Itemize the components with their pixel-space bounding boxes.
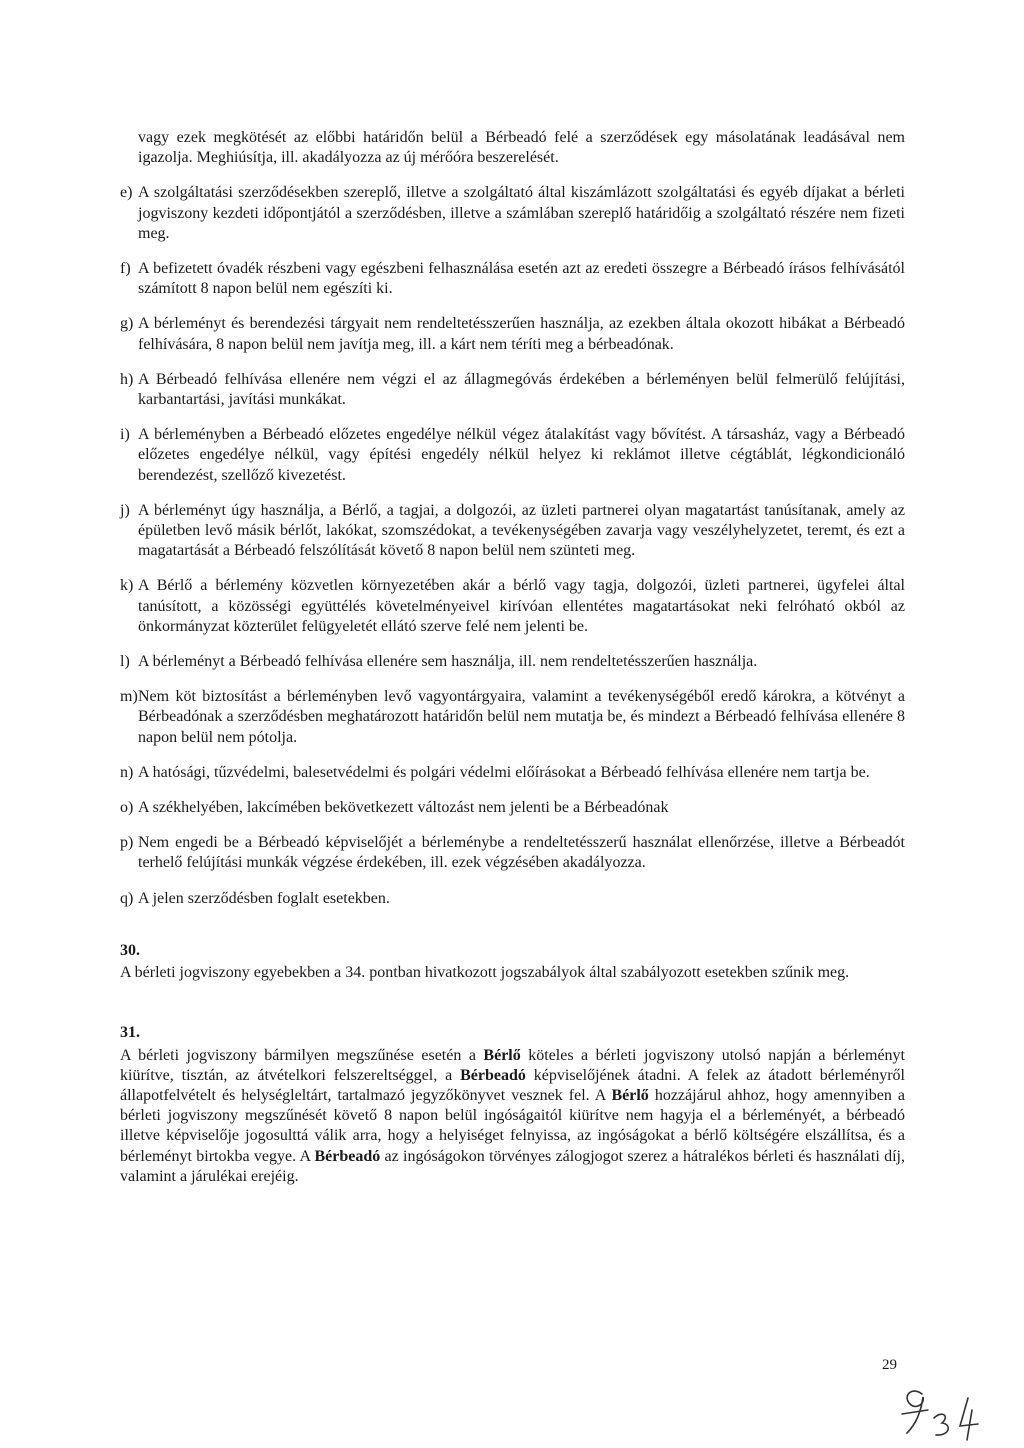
list-item: [120, 501, 905, 562]
continuation-paragraph: vagy ezek megkötését az előbbi határidőn belül a Bérbeadó felé a szerződések egy másolatának leadásával nem igazolja. Meghiúsítja, ill. akadályozza az új mérőóra beszerelését.: [138, 129, 905, 167]
section-text: A bérleti jogviszony egyebekben a 34. pontban hivatkozott jogszabályok által szabályozott esetekben szűnik meg.: [120, 964, 850, 982]
list-item: [120, 798, 905, 818]
list-item: [120, 314, 905, 354]
list-item: [120, 425, 905, 486]
item-label: g): [120, 315, 134, 333]
item-label: o): [120, 799, 134, 817]
section-number: 31.: [120, 1024, 140, 1042]
bold-term: Bérbeadó: [460, 1066, 526, 1084]
item-label: k): [120, 577, 134, 595]
text-run: az ingóságokon törvényes zálogjogot szerez a hátralékos bérleti és használati díj, valamint a járulékai erejéig.: [120, 1147, 906, 1185]
text-run: A bérleti jogviszony bármilyen megszűnése esetén a: [120, 1046, 484, 1064]
list-item: [120, 576, 905, 637]
item-text: A hatósági, tűzvédelmi, balesetvédelmi és polgári védelmi előírásokat a Bérbeadó felhívása ellenére nem tartja be.: [138, 763, 870, 781]
item-text: A jelen szerződésben foglalt esetekben.: [138, 889, 390, 907]
list-item: [120, 889, 905, 909]
item-label: m): [120, 688, 138, 706]
item-text: A Bérbeadó felhívása ellenére nem végzi el az állagmegóvás érdekében a bérleményen belül felmerülő felújítási, karbantartási, javítási munkákat.: [138, 370, 905, 409]
bold-term: Bérlő: [611, 1086, 649, 1104]
list-item: [120, 183, 905, 244]
item-label: l): [120, 653, 130, 671]
item-label: f): [120, 260, 131, 278]
section-text: [120, 1046, 905, 1187]
list-item: [120, 370, 905, 410]
text-run: képviselőjének átadni. A felek az átadott bérleményről állapotfelvételt és helységleltárt, tartalmazó jegyzőkönyvet vesznek fel. A: [120, 1066, 906, 1104]
item-label: n): [120, 763, 134, 781]
section-31: [120, 1023, 905, 1187]
list-item: [120, 833, 905, 873]
item-label: i): [120, 426, 130, 444]
item-text: Nem köt biztosítást a bérleményben levő vagyontárgyaira, valamint a tevékenységéből eredő károkra, a kötvényt a Bérbeadónak a szerződésben meghatározott határidőn belül nem mutatja be, és mindezt a Bérbeadó felhívása ellenére 8 napon belül nem pótolja.: [138, 688, 905, 746]
termination-conditions-list: [120, 183, 905, 908]
list-item: [120, 652, 905, 672]
item-text: A Bérlő a bérlemény közvetlen környezetében akár a bérlő vagy tagja, dolgozói, üzleti partnerei, ügyfelei által tanúsított, a közösségi együttélés követelményeivel kirívóan ellentétes magatartásokat neki felróható okból az önkormányzat közterület felügyeletét ellátó szerve felé nem jelenti be.: [138, 577, 905, 635]
page-number: 29: [882, 1357, 897, 1373]
text-run: köteles a bérleti jogviszony utolsó napján a bérleményt kiürítve, tisztán, az átvételkori felszereltséggel, a: [120, 1046, 905, 1084]
item-text: A bérleményben a Bérbeadó előzetes engedélye nélkül végez átalakítást vagy bővítést. A társasház, vagy a Bérbeadó előzetes engedélye nélkül, vagy építési engedély nélkül helyez ki reklámot illetve cégtáblát, légkondicionáló berendezést, szellőző kivezetést.: [138, 426, 905, 484]
item-label: p): [120, 834, 134, 852]
item-text: A bérleményt úgy használja, a Bérlő, a tagjai, a dolgozói, az üzleti partnerei olyan magatartást tanúsítanak, amely az épületben levő másik bérlőt, lakókat, szomszédokat, a tevékenységében zavarja vagy veszélyhelyzetet, teremt, és ezt a magatartását a Bérbeadó felszólítását követő 8 napon belül nem szünteti meg.: [138, 501, 905, 560]
section-30: [120, 941, 905, 983]
item-text: A szolgáltatási szerződésekben szereplő, illetve a szolgáltató által kiszámlázott szolgáltatási és egyéb díjakat a bérleti jogviszony kezdeti időpontjától a szerződésben, illetve a számlában szereplő határidőig a szolgáltató részére nem fizeti meg.: [138, 184, 905, 242]
item-label: h): [120, 370, 134, 388]
bold-term: Bérlő: [483, 1046, 521, 1064]
item-text: A székhelyében, lakcímében bekövetkezett változást nem jelenti be a Bérbeadónak: [138, 799, 669, 817]
document-body: [120, 128, 905, 1187]
item-text: Nem engedi be a Bérbeadó képviselőjét a bérleménybe a rendeltetésszerű használat ellenőrzése, illetve a Bérbeadót terhelő felújítási munkák végzése érdekében, ill. ezek végzésében akadályozza.: [138, 834, 905, 872]
handwritten-initials-signature: [898, 1380, 998, 1442]
item-text: A bérleményt és berendezési tárgyait nem rendeltetésszerűen használja, az ezekben általa okozott hibákat a Bérbeadó felhívására, 8 napon belül nem javítja meg, ill. a kárt nem téríti meg a bérbeadónak.: [138, 315, 905, 353]
item-text: A befizetett óvadék részbeni vagy egészbeni felhasználása esetén azt az eredeti összegre a Bérbeadó írásos felhívásától számított 8 napon belül nem egészíti ki.: [138, 260, 905, 298]
item-label: j): [120, 501, 130, 519]
list-item: [120, 259, 905, 299]
item-text: A bérleményt a Bérbeadó felhívása ellenére sem használja, ill. nem rendeltetésszerűen használja.: [138, 653, 758, 671]
list-item: [120, 687, 905, 748]
item-label: e): [120, 184, 133, 202]
section-number: 30.: [120, 941, 140, 959]
bold-term: Bérbeadó: [314, 1147, 381, 1165]
text-run: hozzájárul ahhoz, hogy amennyiben a bérleti jogviszony megszűnését követő 8 napon belül ingóságaitól kiürítve nem hagyja el a bérleményét, a bérbeadó illetve képviselője jogosulttá válik arra, hogy a helyiséget felnyissa, az ingóságokat a bérlő költségére elszállítsa, és a bérleményt birtokba vegye. A: [120, 1086, 906, 1165]
list-item: [120, 763, 905, 783]
item-label: q): [120, 889, 134, 907]
